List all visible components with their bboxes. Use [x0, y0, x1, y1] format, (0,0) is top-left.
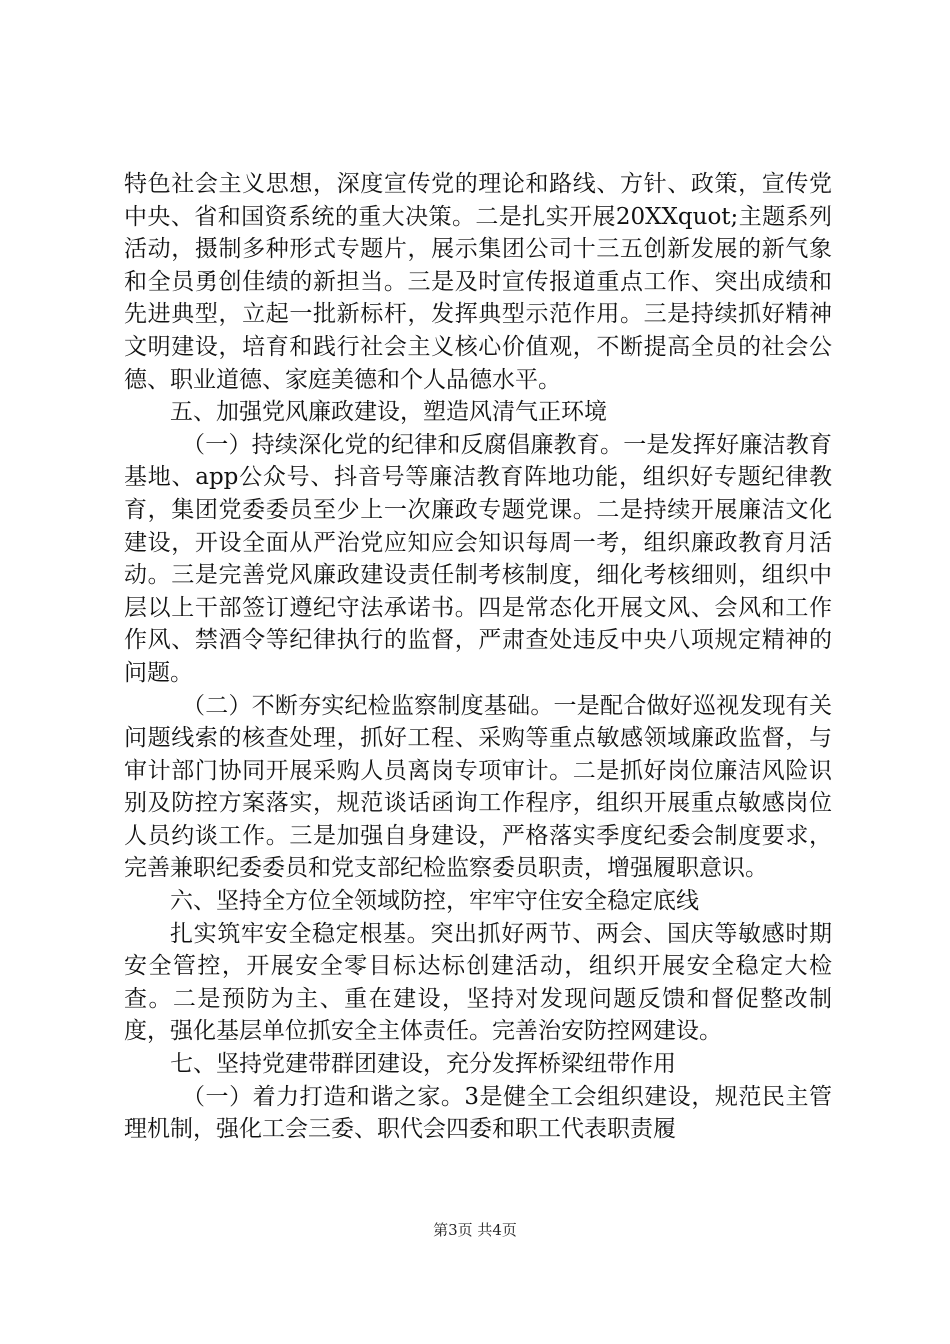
paragraph-6: 扎实筑牢安全稳定根基。突出抓好两节、两会、国庆等敏感时期安全管控，开展安全零目标达标创建活动，组织开展安全稳定大检查。二是预防为主、重在建设，坚持对发现问题反馈和督促整改制度，强化基层单位抓安全主体责任。完善治安防控网建设。 — [124, 920, 832, 1045]
section-heading-6: 六、坚持全方位全领域防控，牢牢守住安全稳定底线 — [170, 888, 699, 915]
paragraph-7-1: （一）着力打造和谐之家。3是健全工会组织建设，规范民主管理机制，强化工会三委、职代会四委和职工代表职责履 — [124, 1083, 832, 1143]
paragraph-5-2: （二）不断夯实纪检监察制度基础。一是配合做好巡视发现有关问题线索的核查处理，抓好工程、采购等重点敏感领域廉政监督，与审计部门协同开展采购人员离岗专项审计。二是抓好岗位廉洁风险识别及防控方案落实，规范谈话函询工作程序，组织开展重点敏感岗位人员约谈工作。三是加强自身建设，严格落实季度纪委会制度要求，完善兼职纪委委员和党支部纪检监察委员职责，增强履职意识。 — [124, 692, 832, 882]
page-number-footer: 第3页 共4页 — [433, 1221, 517, 1239]
paragraph-5-1: （一）持续深化党的纪律和反腐倡廉教育。一是发挥好廉洁教育基地、app公众号、抖音号等廉洁教育阵地功能，组织好专题纪律教育，集团党委委员至少上一次廉政专题党课。二是持续开展廉洁文化建设，开设全面从严治党应知应会知识每周一考，组织廉政教育月活动。三是完善党风廉政建设责任制考核制度，细化考核细则，组织中层以上干部签订遵纪守法承诺书。四是常态化开展文风、会风和工作作风、禁酒令等纪律执行的监督，严肃查处违反中央八项规定精神的问题。 — [124, 431, 832, 686]
document-body — [124, 168, 832, 1146]
paragraph-continued: 特色社会主义思想，深度宣传党的理论和路线、方针、政策，宣传党中央、省和国资系统的重大决策。二是扎实开展20XXquot;主题系列活动，摄制多种形式专题片，展示集团公司十三五创新发展的新气象和全员勇创佳绩的新担当。三是及时宣传报道重点工作、突出成绩和先进典型，立起一批新标杆，发挥典型示范作用。三是持续抓好精神文明建设，培育和践行社会主义核心价值观，不断提高全员的社会公德、职业道德、家庭美德和个人品德水平。 — [124, 171, 832, 393]
section-heading-7: 七、坚持党建带群团建设，充分发挥桥梁纽带作用 — [170, 1051, 676, 1078]
section-heading-5: 五、加强党风廉政建设，塑造风清气正环境 — [170, 399, 607, 426]
